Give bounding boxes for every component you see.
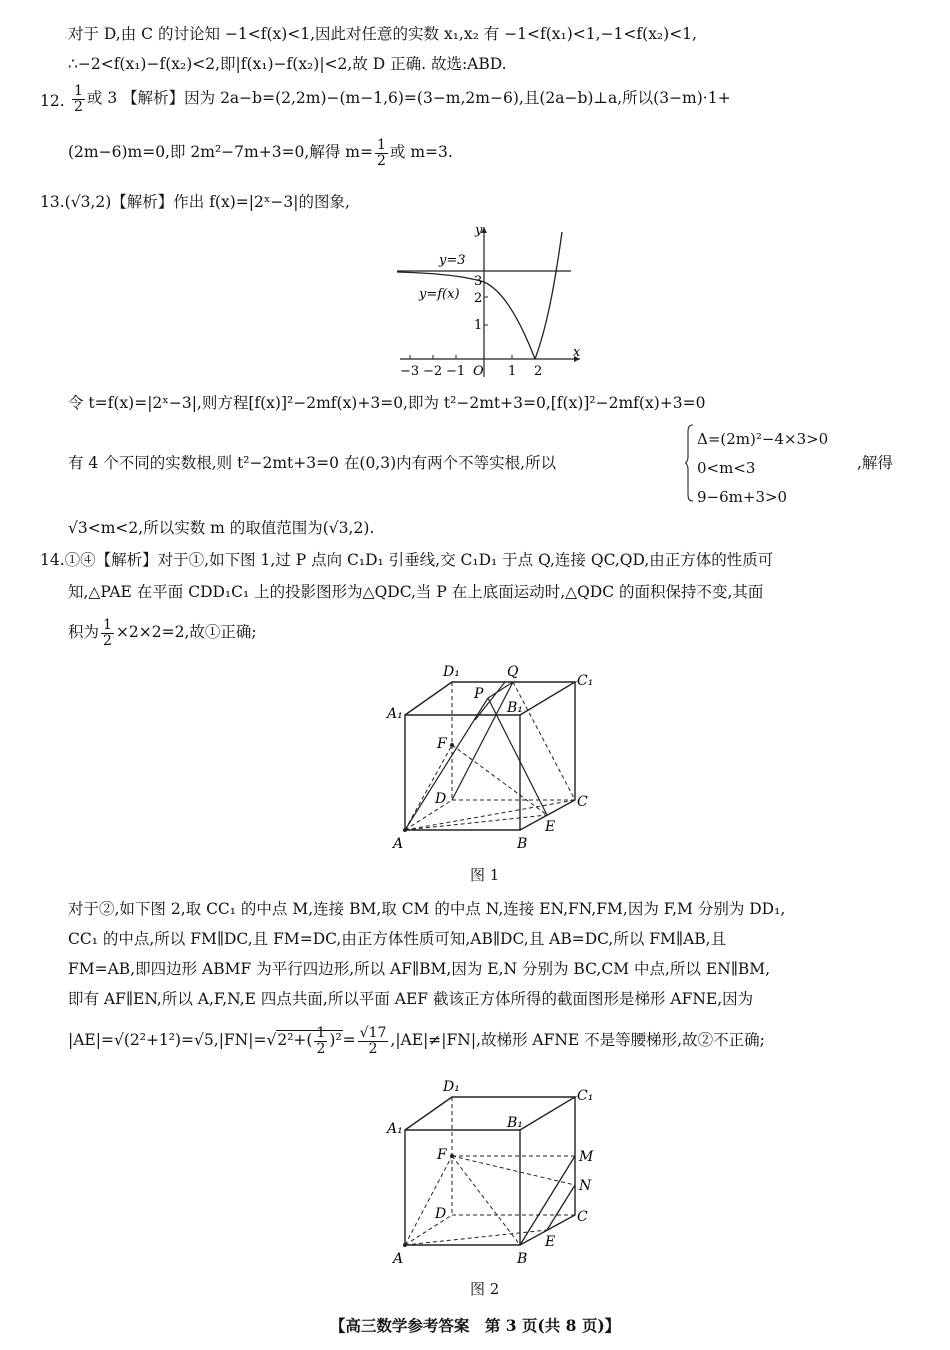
- inequality-system: Δ=(2m)²−4×3>0 0<m<3 9−6m+3>0: [697, 430, 829, 506]
- fx-label: y=f(x): [419, 287, 460, 302]
- q14-para2-5: |AE|=√(2²+1²)=√5,|FN|=√2²+( $\frac{1}{2}$ )²= $\frac{√17}{2}$ ,|AE|≠|FN|,故梯形 AFNE 不是等腰梯形,故②不正确;: [68, 1025, 765, 1057]
- figure-2-cube: [385, 1075, 595, 1270]
- q13-text-2: 有 4 个不同的实数根,则 t²−2mt+3=0 在(0,3)内有两个不等实根,所以: [68, 454, 557, 472]
- svg-text:A: A: [393, 836, 404, 852]
- q13-text-1: 令 t=f(x)=|2ˣ−3|,则方程[f(x)]²−2mf(x)+3=0,即为 t²−2mt+3=0,[f(x)]²−2mf(x)+3=0: [68, 394, 706, 412]
- svg-text:M: M: [579, 1149, 594, 1165]
- y-tick: 2: [474, 291, 483, 306]
- q12-number: 12.: [40, 92, 65, 110]
- q13-line: 13.(√3,2)【解析】作出 f(x)=|2ˣ−3|的图象,: [40, 193, 350, 211]
- svg-text:D₁: D₁: [443, 664, 460, 680]
- q13-text-3: √3<m<2,所以实数 m 的取值范围为(√3,2).: [68, 519, 375, 537]
- sqrt-expression: √2²+( $\frac{1}{2}$ )²: [266, 1025, 342, 1057]
- q14-line-1: 14.①④【解析】对于①,如下图 1,过 P 点向 C₁D₁ 引垂线,交 C₁D₁ 于点 Q,连接 QC,QD,由正方体的性质可: [40, 551, 774, 569]
- q14-para2-4: 即有 AF∥EN,所以 A,F,N,E 四点共面,所以平面 AEF 截该正方体所得的截面图形是梯形 AFNE,因为: [68, 990, 754, 1008]
- svg-text:F: F: [437, 1147, 447, 1163]
- svg-text:C₁: C₁: [577, 1088, 594, 1104]
- text-line-2: ∴−2<f(x₁)−f(x₂)<2,即|f(x₁)−f(x₂)|<2,故 D 正确. 故选:ABD.: [68, 55, 507, 73]
- page-footer: 【高三数学参考答案 第 3 页(共 8 页)】: [329, 1316, 621, 1335]
- q12-line-2: (2m−6)m=0,即 2m²−7m+3=0,解得 m= $\frac{1}{2}$ 或 m=3.: [68, 137, 453, 169]
- q14-para2-1: 对于②,如下图 2,取 CC₁ 的中点 M,连接 BM,取 CM 的中点 N,连接 EN,FN,FM,因为 F,M 分别为 DD₁,: [68, 900, 786, 918]
- q13-text-2-end: ,解得: [857, 454, 893, 472]
- y-axis-label: y: [475, 223, 483, 238]
- q14-line-2: 知,△PAE 在平面 CDD₁C₁ 上的投影图形为△QDC,当 P 在上底面运动时,△QDC 的面积保持不变,其面: [68, 583, 764, 601]
- x-tick: 2: [534, 364, 543, 379]
- function-graph: [395, 222, 585, 380]
- svg-text:D: D: [435, 791, 447, 807]
- x-tick: 1: [508, 364, 517, 379]
- svg-text:C: C: [577, 1209, 588, 1225]
- x-axis-label: x: [573, 345, 581, 360]
- figure-2-caption: 图 2: [470, 1280, 500, 1298]
- text-line-1: 对于 D,由 C 的讨论知 −1<f(x)<1,因此对任意的实数 x₁,x₂ 有 −1<f(x₁)<1,−1<f(x₂)<1,: [68, 25, 697, 43]
- svg-text:C: C: [577, 794, 588, 810]
- x-tick: −1: [446, 364, 466, 379]
- svg-text:A: A: [393, 1251, 404, 1267]
- y-tick: 1: [474, 318, 483, 333]
- y-tick: 3: [474, 274, 483, 289]
- fraction-half: $\frac{1}{2}$: [103, 617, 112, 649]
- figure-1-caption: 图 1: [470, 866, 500, 884]
- q14-para2-2: CC₁ 的中点,所以 FM∥DC,且 FM=DC,由正方体性质可知,AB∥DC,且 AB=DC,所以 FM∥AB,且: [68, 930, 727, 948]
- fraction-sqrt17: $\frac{√17}{2}$: [359, 1025, 387, 1057]
- svg-text:Q: Q: [507, 664, 519, 680]
- svg-text:E: E: [545, 1234, 556, 1250]
- origin-label: O: [473, 364, 484, 379]
- y3-label: y=3: [439, 253, 466, 268]
- svg-text:D₁: D₁: [443, 1079, 460, 1095]
- q12-line-1: $\frac{1}{2}$ 或 3 【解析】因为 2a−b=(2,2m)−(m−1,6)=(3−m,2m−6),且(2a−b)⊥a,所以(3−m)·1+: [74, 83, 731, 115]
- svg-text:B: B: [517, 1251, 528, 1267]
- svg-text:E: E: [545, 819, 556, 835]
- q14-para2-3: FM=AB,即四边形 ABMF 为平行四边形,所以 AF∥BM,因为 E,N 分别为 BC,CM 中点,所以 EN∥BM,: [68, 960, 771, 978]
- figure-1-cube: [385, 660, 595, 855]
- fraction-half: $\frac{1}{2}$: [74, 83, 83, 115]
- svg-text:B₁: B₁: [507, 1115, 523, 1131]
- svg-text:P: P: [474, 686, 484, 702]
- svg-text:A₁: A₁: [387, 706, 403, 722]
- svg-text:A₁: A₁: [387, 1121, 403, 1137]
- svg-text:N: N: [579, 1178, 592, 1194]
- svg-text:B₁: B₁: [507, 700, 523, 716]
- svg-text:D: D: [435, 1206, 447, 1222]
- fraction-half: $\frac{1}{2}$: [376, 137, 386, 169]
- q14-line-3: 积为 $\frac{1}{2}$ ×2×2=2,故①正确;: [68, 617, 257, 649]
- svg-text:F: F: [437, 736, 447, 752]
- svg-text:B: B: [517, 836, 528, 852]
- svg-text:C₁: C₁: [577, 673, 594, 689]
- x-tick: −2: [423, 364, 443, 379]
- x-tick: −3: [400, 364, 420, 379]
